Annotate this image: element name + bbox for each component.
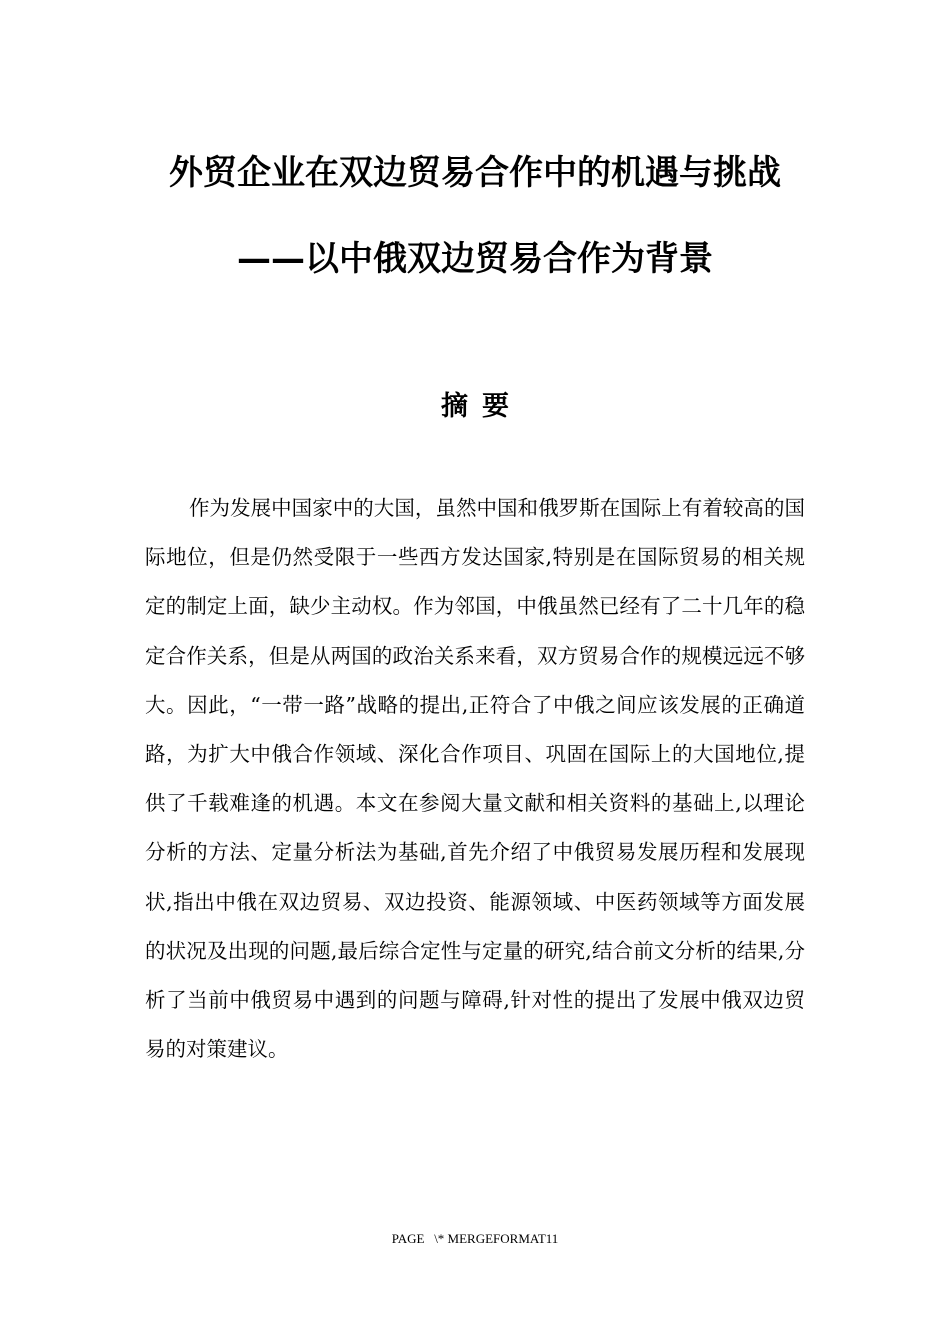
page-footer: PAGE \* MERGEFORMAT11 [391, 1231, 559, 1246]
document-title: 外贸企业在双边贸易合作中的机遇与挑战 [169, 153, 781, 193]
document-subtitle: ——以中俄双边贸易合作为背景 [237, 239, 713, 279]
abstract-heading: 摘要 [441, 391, 523, 422]
abstract-body: 作为发展中国家中的大国，虽然中国和俄罗斯在国际上有着较高的国际地位，但是仍然受限于一些西方发达国家,特别是在国际贸易的相关规定的制定上面，缺少主动权。作为邻国，中俄虽然已经有了二十几年的稳定合作关系，但是从两国的政治关系来看，双方贸易合作的规模远远不够大。因此，“一带一路”战略的提出,正符合了中俄之间应该发展的正确道路，为扩大中俄合作领域、深化合作项目、巩固在国际上的大国地位,提供了千载难逢的机遇。本文在参阅大量文献和相关资料的基础上,以理论分析的方法、定量分析法为基础,首先介绍了中俄贸易发展历程和发展现状,指出中俄在双边贸易、双边投资、能源领域、中医药领域等方面发展的状况及出现的问题,最后综合定性与定量的研究,结合前文分析的结果,分析了当前中俄贸易中遇到的问题与障碍,针对性的提出了发展中俄双边贸易的对策建议。 [145, 496, 805, 1062]
